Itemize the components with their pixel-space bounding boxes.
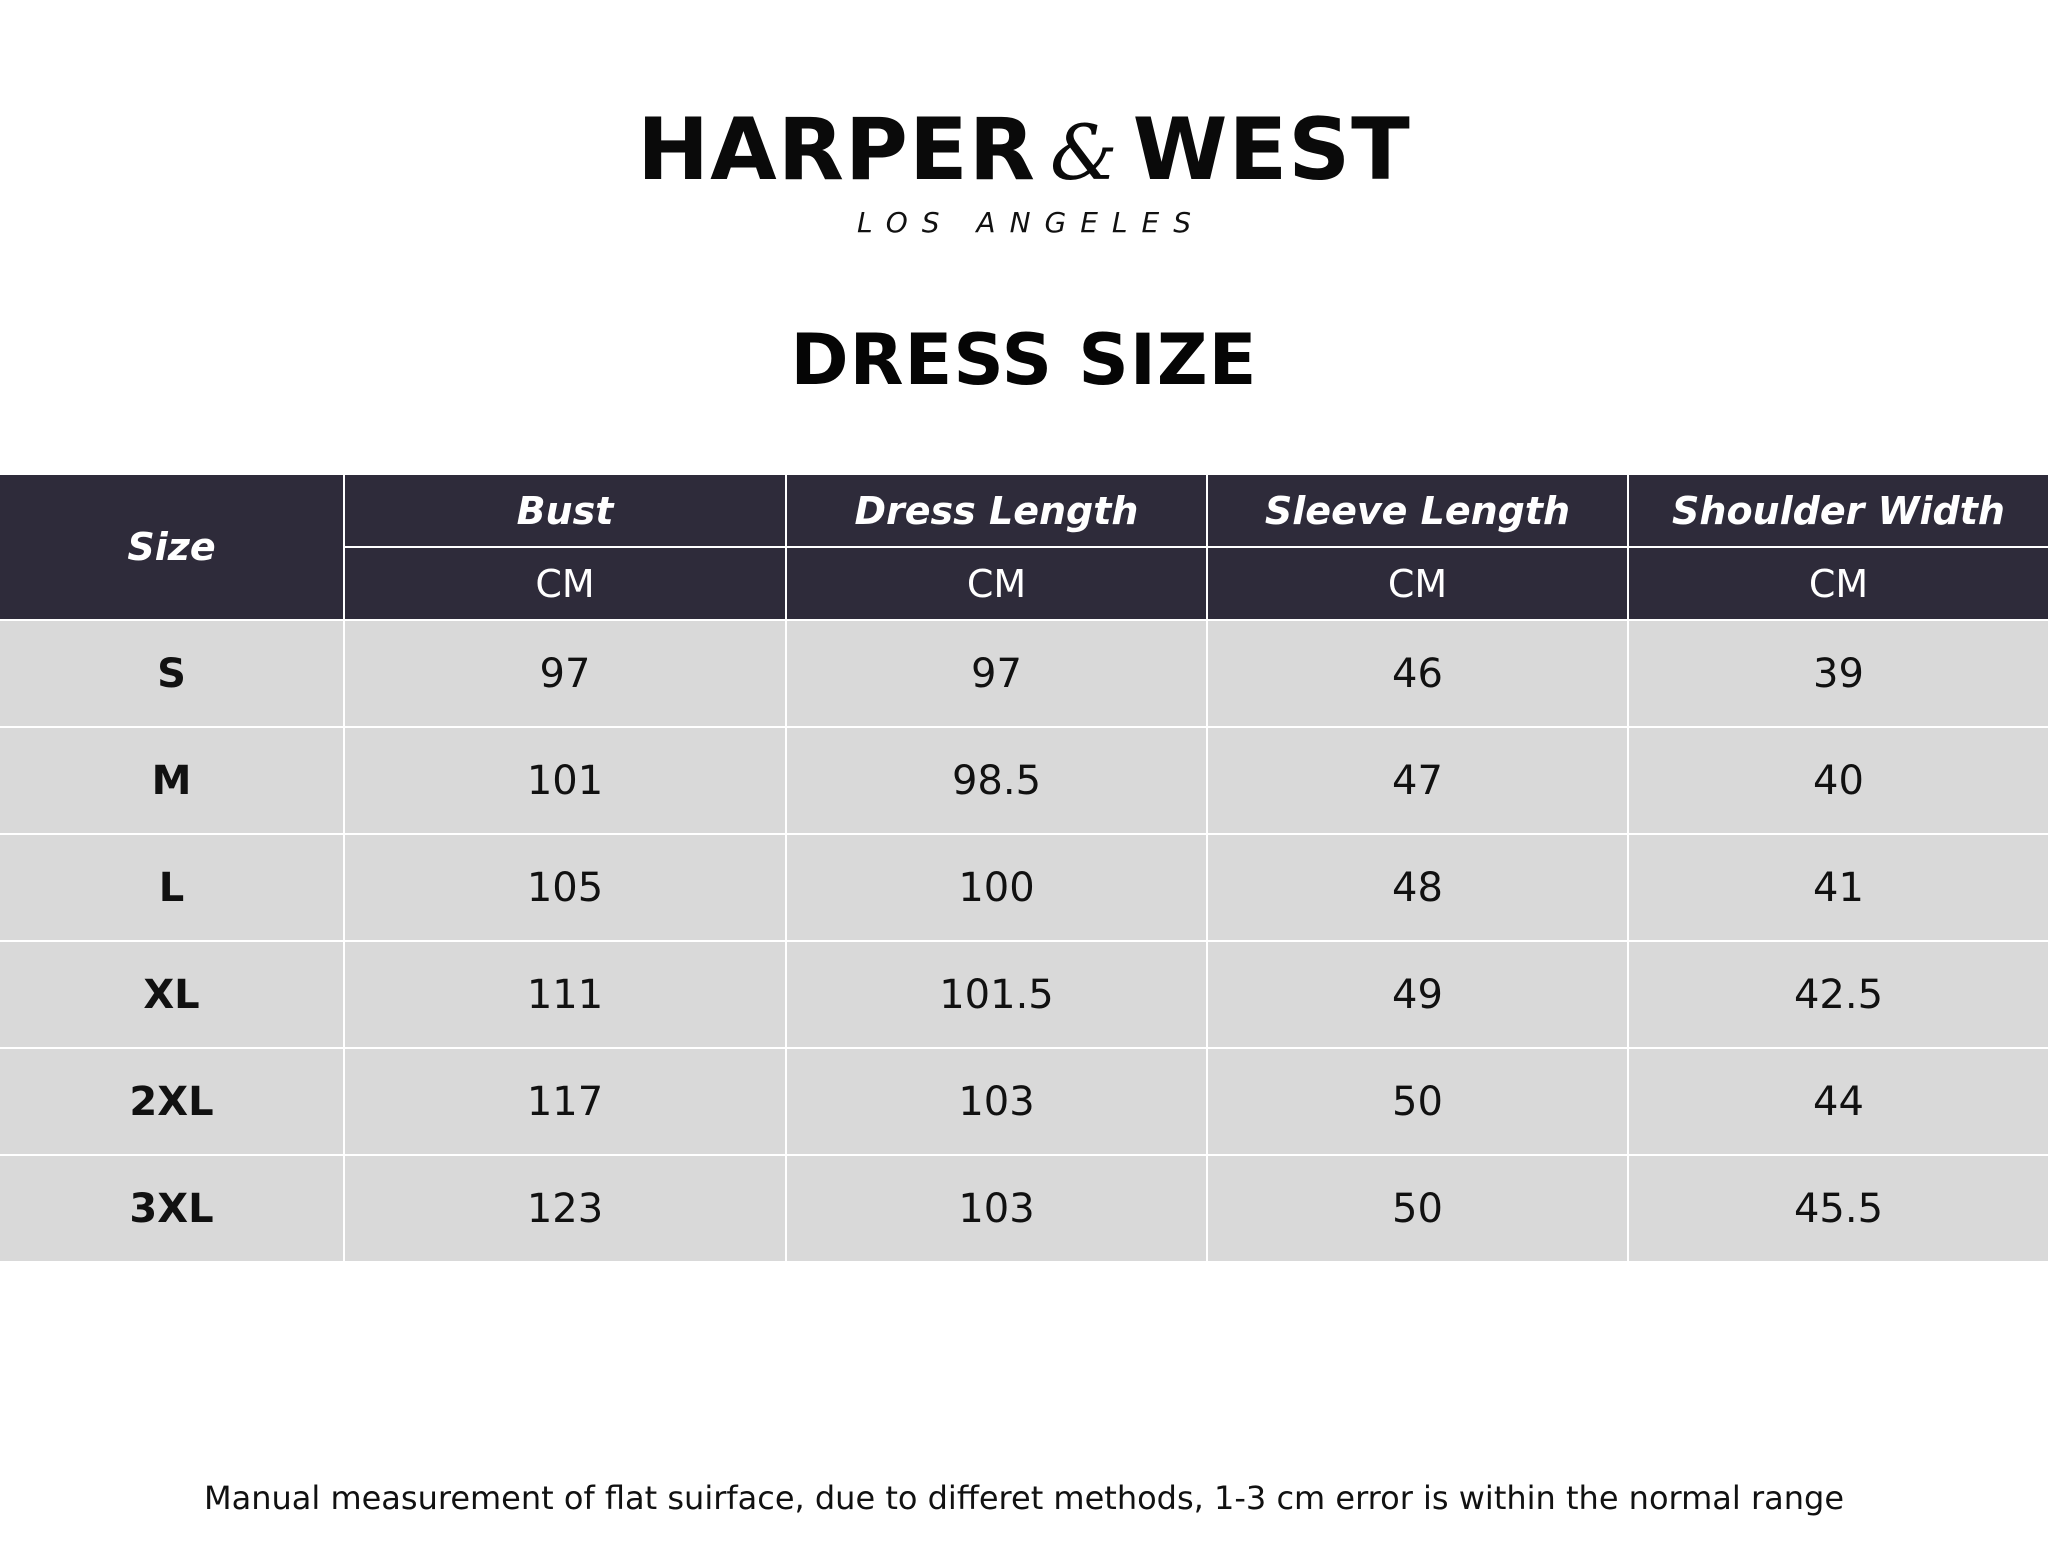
size-column-header: Size [0,475,344,620]
shoulder-width-cell: 41 [1628,834,2048,941]
dress-length-cell: 98.5 [786,727,1207,834]
brand-name [0,100,2048,203]
shoulder-width-cell: 45.5 [1628,1155,2048,1262]
sleeve-length-cell: 46 [1207,620,1628,727]
dress-length-cell: 101.5 [786,941,1207,1048]
table-row [0,727,2048,834]
bust-cell: 117 [344,1048,786,1155]
bust-cell: 101 [344,727,786,834]
dress-length-unit: CM [786,547,1207,620]
sleeve-length-column-header: Sleeve Length [1207,475,1628,547]
table-row [0,941,2048,1048]
brand-name-part2: WEST [1132,100,1411,200]
shoulder-width-cell: 40 [1628,727,2048,834]
dress-length-cell: 103 [786,1155,1207,1262]
brand-name-part1: HARPER [637,100,1036,200]
dress-length-column-header: Dress Length [786,475,1207,547]
shoulder-width-cell: 39 [1628,620,2048,727]
measurement-note: Manual measurement of flat suirface, due to differet methods, 1-3 cm error is within the normal range [203,1479,1845,1517]
shoulder-width-cell: 44 [1628,1048,2048,1155]
sleeve-length-cell: 48 [1207,834,1628,941]
bust-cell: 111 [344,941,786,1048]
size-cell: 3XL [0,1155,344,1262]
size-cell: S [0,620,344,727]
size-cell: XL [0,941,344,1048]
shoulder-width-column-header: Shoulder Width [1628,475,2048,547]
dress-length-cell: 97 [786,620,1207,727]
table-row [0,1048,2048,1155]
shoulder-width-cell: 42.5 [1628,941,2048,1048]
bust-unit: CM [344,547,786,620]
table-row [0,834,2048,941]
size-chart-table [0,475,2048,1263]
size-cell: M [0,727,344,834]
header-row [0,475,2048,547]
sleeve-length-unit: CM [1207,547,1628,620]
dress-length-cell: 103 [786,1048,1207,1155]
brand-ampersand: & [1049,108,1119,197]
shoulder-width-unit: CM [1628,547,2048,620]
size-cell: L [0,834,344,941]
table-row [0,620,2048,727]
page-title: DRESS SIZE [790,319,1258,401]
table-row [0,1155,2048,1262]
bust-column-header: Bust [344,475,786,547]
bust-cell: 123 [344,1155,786,1262]
brand-logo [0,100,2048,243]
sleeve-length-cell: 50 [1207,1155,1628,1262]
brand-location: LOS ANGELES [856,206,1205,239]
bust-cell: 97 [344,620,786,727]
size-cell: 2XL [0,1048,344,1155]
dress-length-cell: 100 [786,834,1207,941]
bust-cell: 105 [344,834,786,941]
sleeve-length-cell: 47 [1207,727,1628,834]
sleeve-length-cell: 49 [1207,941,1628,1048]
sleeve-length-cell: 50 [1207,1048,1628,1155]
